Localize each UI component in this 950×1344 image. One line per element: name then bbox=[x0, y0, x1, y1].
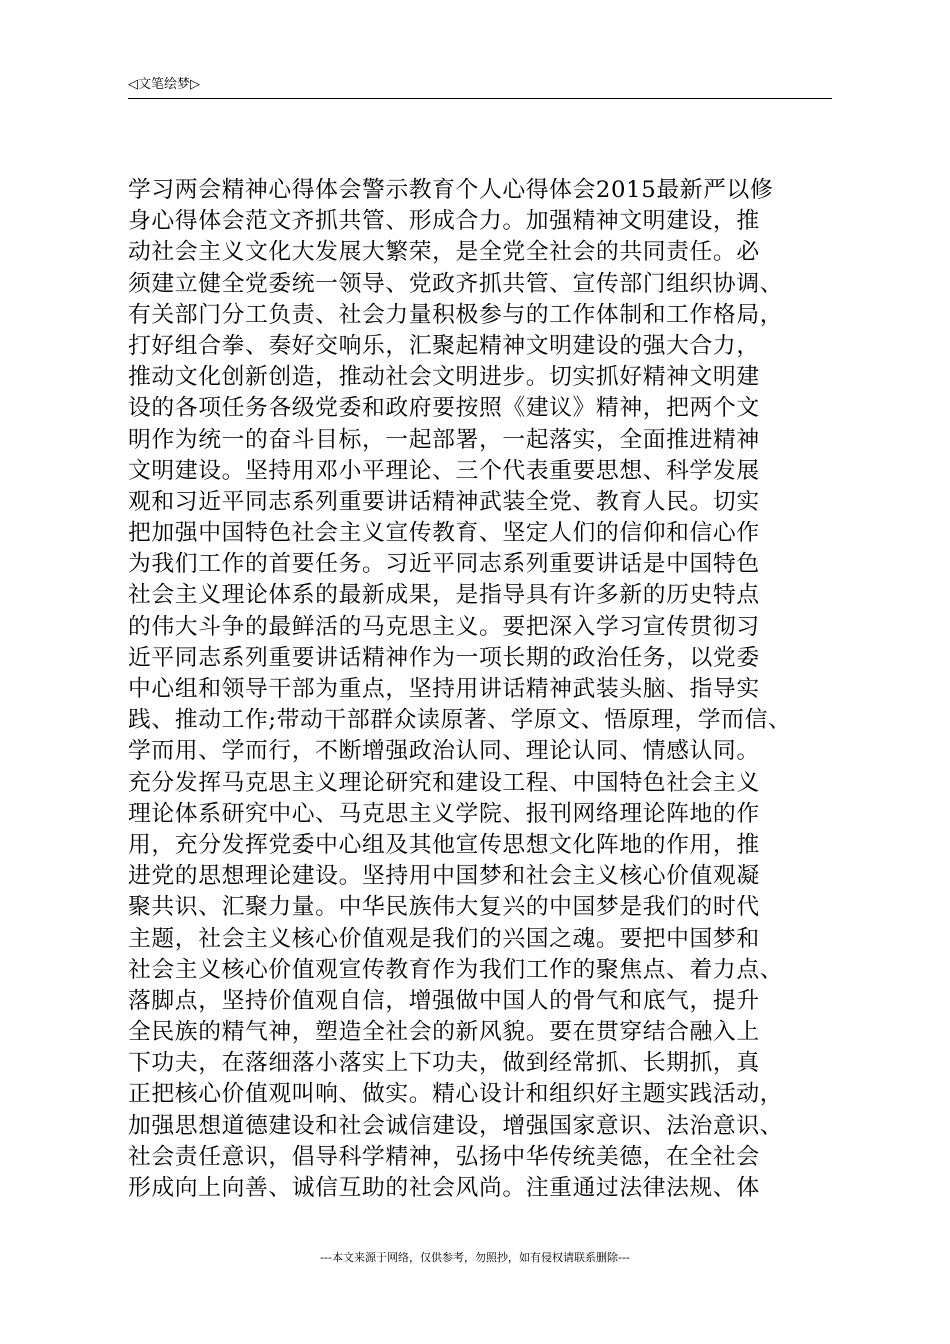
body-line: 近平同志系列重要讲话精神作为一项长期的政治任务，以党委 bbox=[128, 644, 760, 671]
body-line: 推动文化创新创造，推动社会文明进步。切实抓好精神文明建 bbox=[128, 364, 760, 391]
body-line: 理论体系研究中心、马克思主义学院、报刊网络理论阵地的作 bbox=[128, 800, 760, 827]
header-title bbox=[128, 76, 200, 94]
body-line: 充分发挥马克思主义理论研究和建设工程、中国特色社会主义 bbox=[128, 769, 760, 796]
page-footer: ---本文来源于网络，仅供参考，勿照抄，如有侵权请联系删除--- bbox=[320, 1251, 630, 1264]
body-line: 下功夫，在落细落小落实上下功夫，做到经常抓、长期抓，真 bbox=[128, 1050, 760, 1077]
body-line: 文明建设。坚持用邓小平理论、三个代表重要思想、科学发展 bbox=[128, 457, 760, 484]
body-line: 加强思想道德建设和社会诚信建设，增强国家意识、法治意识、 bbox=[128, 1112, 784, 1139]
body-line: 用，充分发挥党委中心组及其他宣传思想文化阵地的作用，推 bbox=[128, 831, 760, 858]
body-line: 主题，社会主义核心价值观是我们的兴国之魂。要把中国梦和 bbox=[128, 925, 760, 952]
body-line: 明作为统一的奋斗目标，一起部署，一起落实，全面推进精神 bbox=[128, 426, 760, 453]
header-title-text: 文笔绘梦 bbox=[138, 77, 191, 92]
body-line: 聚共识、汇聚力量。中华民族伟大复兴的中国梦是我们的时代 bbox=[128, 894, 760, 921]
body-line: 进党的思想理论建设。坚持用中国梦和社会主义核心价值观凝 bbox=[128, 863, 760, 890]
body-line: 学习两会精神心得体会警示教育个人心得体会2015最新严以修 bbox=[128, 177, 774, 203]
body-line: 学而用、学而行，不断增强政治认同、理论认同、情感认同。 bbox=[128, 738, 760, 765]
body-line: 社会主义核心价值观宣传教育作为我们工作的聚焦点、着力点、 bbox=[128, 956, 784, 983]
body-line: 社会主义理论体系的最新成果，是指导具有许多新的历史特点 bbox=[128, 582, 760, 609]
body-line: 全民族的精气神，塑造全社会的新风貌。要在贯穿结合融入上 bbox=[128, 1019, 760, 1046]
body-line: 为我们工作的首要任务。习近平同志系列重要讲话是中国特色 bbox=[128, 551, 760, 578]
body-line: 设的各项任务各级党委和政府要按照《建议》精神，把两个文 bbox=[128, 395, 760, 422]
document-body bbox=[128, 175, 834, 1204]
body-line: 有关部门分工负责、社会力量积极参与的工作体制和工作格局， bbox=[128, 301, 784, 328]
body-line: 动社会主义文化大发展大繁荣，是全党全社会的共同责任。必 bbox=[128, 239, 760, 266]
body-line: 正把核心价值观叫响、做实。精心设计和组织好主题实践活动， bbox=[128, 1081, 784, 1108]
body-line: 把加强中国特色社会主义宣传教育、坚定人们的信仰和信心作 bbox=[128, 520, 760, 547]
right-triangle-icon: ▷ bbox=[190, 77, 201, 92]
body-line: 社会责任意识，倡导科学精神，弘扬中华传统美德，在全社会 bbox=[128, 1143, 760, 1170]
body-line: 身心得体会范文齐抓共管、形成合力。加强精神文明建设，推 bbox=[128, 208, 760, 235]
page-header bbox=[128, 76, 832, 99]
body-line: 落脚点，坚持价值观自信，增强做中国人的骨气和底气，提升 bbox=[128, 987, 760, 1014]
body-line: 践、推动工作;带动干部群众读原著、学原文、悟原理，学而信、 bbox=[128, 707, 792, 734]
body-line: 观和习近平同志系列重要讲话精神武装全党、教育人民。切实 bbox=[128, 488, 760, 515]
left-triangle-icon: ◁ bbox=[128, 77, 138, 92]
body-line: 形成向上向善、诚信互助的社会风尚。注重通过法律法规、体 bbox=[128, 1175, 760, 1201]
body-line: 须建立健全党委统一领导、党政齐抓共管、宣传部门组织协调、 bbox=[128, 270, 784, 297]
body-line: 的伟大斗争的最鲜活的马克思主义。要把深入学习宣传贯彻习 bbox=[128, 613, 760, 640]
body-line: 中心组和领导干部为重点，坚持用讲话精神武装头脑、指导实 bbox=[128, 676, 760, 702]
body-line: 打好组合拳、奏好交响乐，汇聚起精神文明建设的强大合力， bbox=[128, 332, 760, 359]
